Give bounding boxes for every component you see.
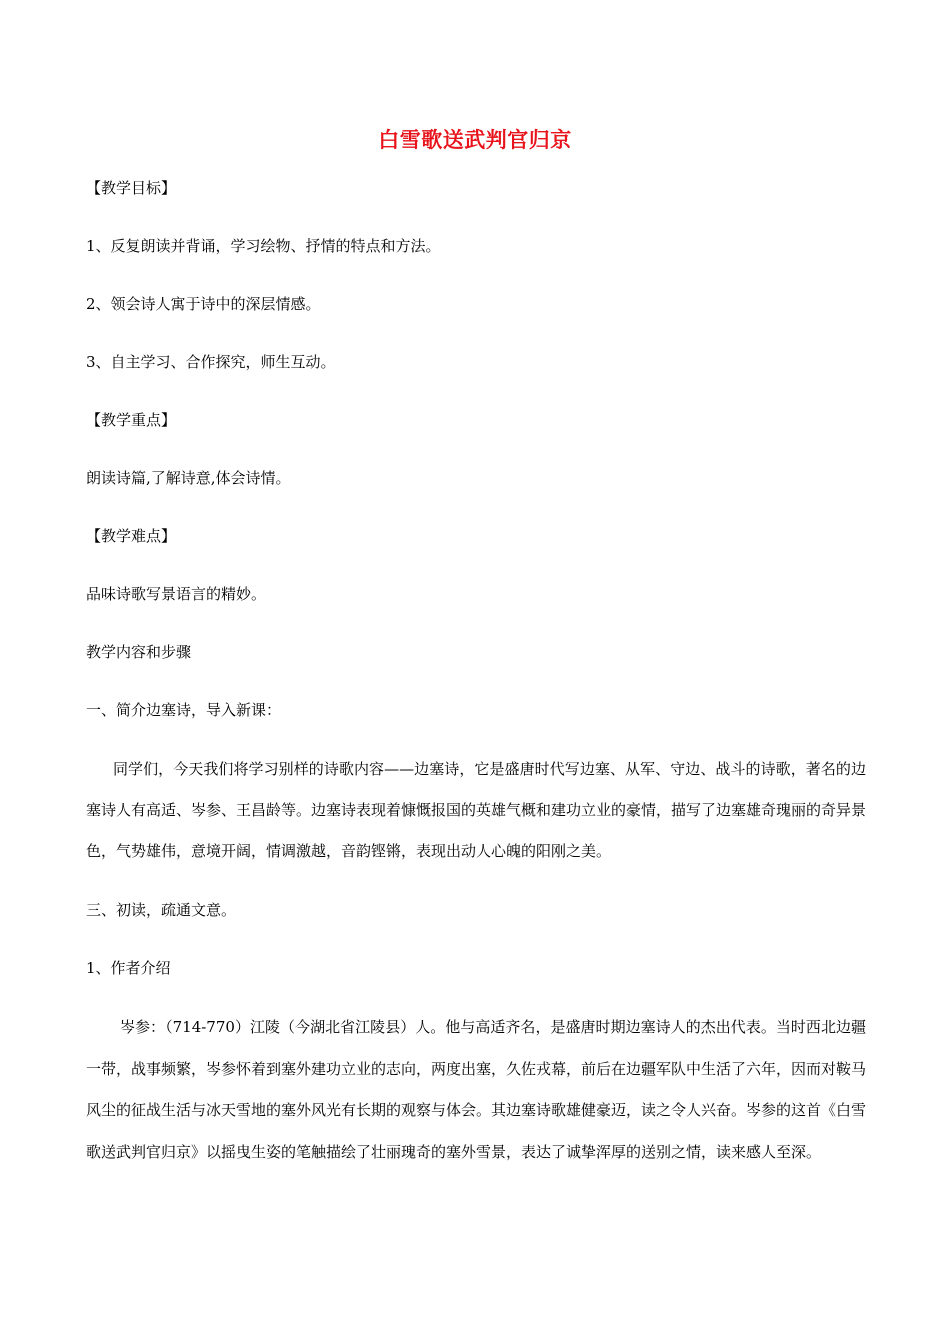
difficulties-text: 品味诗歌写景语言的精妙。 [86, 585, 267, 603]
heading-key-points: 【教学重点】 [86, 411, 177, 429]
heading-difficulties: 【教学难点】 [86, 527, 177, 545]
author-intro-paragraph: 岑参：（714-770）江陵（今湖北省江陵县）人。他与高适齐名，是盛唐时期边塞诗人的杰出代表。当时西北边疆一带，战事频繁，岑参怀着到塞外建功立业的志向，两度出塞，久佐戎幕，前后在边疆军队中生活了六年，因而对鞍马风尘的征战生活与冰天雪地的塞外风光有长期的观察与体会。其边塞诗歌雄健豪迈，读之令人兴奋。岑参的这首《白雪歌送武判官归京》以摇曳生姿的笔触描绘了壮丽瑰奇的塞外雪景，表达了诚挚浑厚的送别之情，读来感人至深。 [86, 1018, 867, 1161]
author-intro-heading: 1、作者介绍 [86, 959, 171, 977]
content-steps-heading: 教学内容和步骤 [86, 643, 192, 661]
goal-item-1: 1、反复朗读并背诵，学习绘物、抒情的特点和方法。 [86, 237, 441, 255]
goal-item-3: 3、自主学习、合作探究，师生互动。 [86, 353, 336, 371]
section-three-heading: 三、初读，疏通文意。 [86, 901, 237, 919]
heading-teaching-goals: 【教学目标】 [86, 179, 177, 197]
document-title: 白雪歌送武判官归京 [378, 128, 572, 152]
section-one-heading: 一、简介边塞诗，导入新课： [86, 701, 282, 719]
key-points-text: 朗读诗篇,了解诗意,体会诗情。 [86, 469, 291, 487]
frontier-poetry-intro-paragraph: 同学们，今天我们将学习别样的诗歌内容——边塞诗，它是盛唐时代写边塞、从军、守边、战斗的诗歌，著名的边塞诗人有高适、岑参、王昌龄等。边塞诗表现着慷慨报国的英雄气概和建功立业的豪情，描写了边塞雄奇瑰丽的奇异景色，气势雄伟，意境开阔，情调激越，音韵铿锵，表现出动人心魄的阳刚之美。 [86, 760, 867, 860]
goal-item-2: 2、领会诗人寓于诗中的深层情感。 [86, 295, 321, 313]
